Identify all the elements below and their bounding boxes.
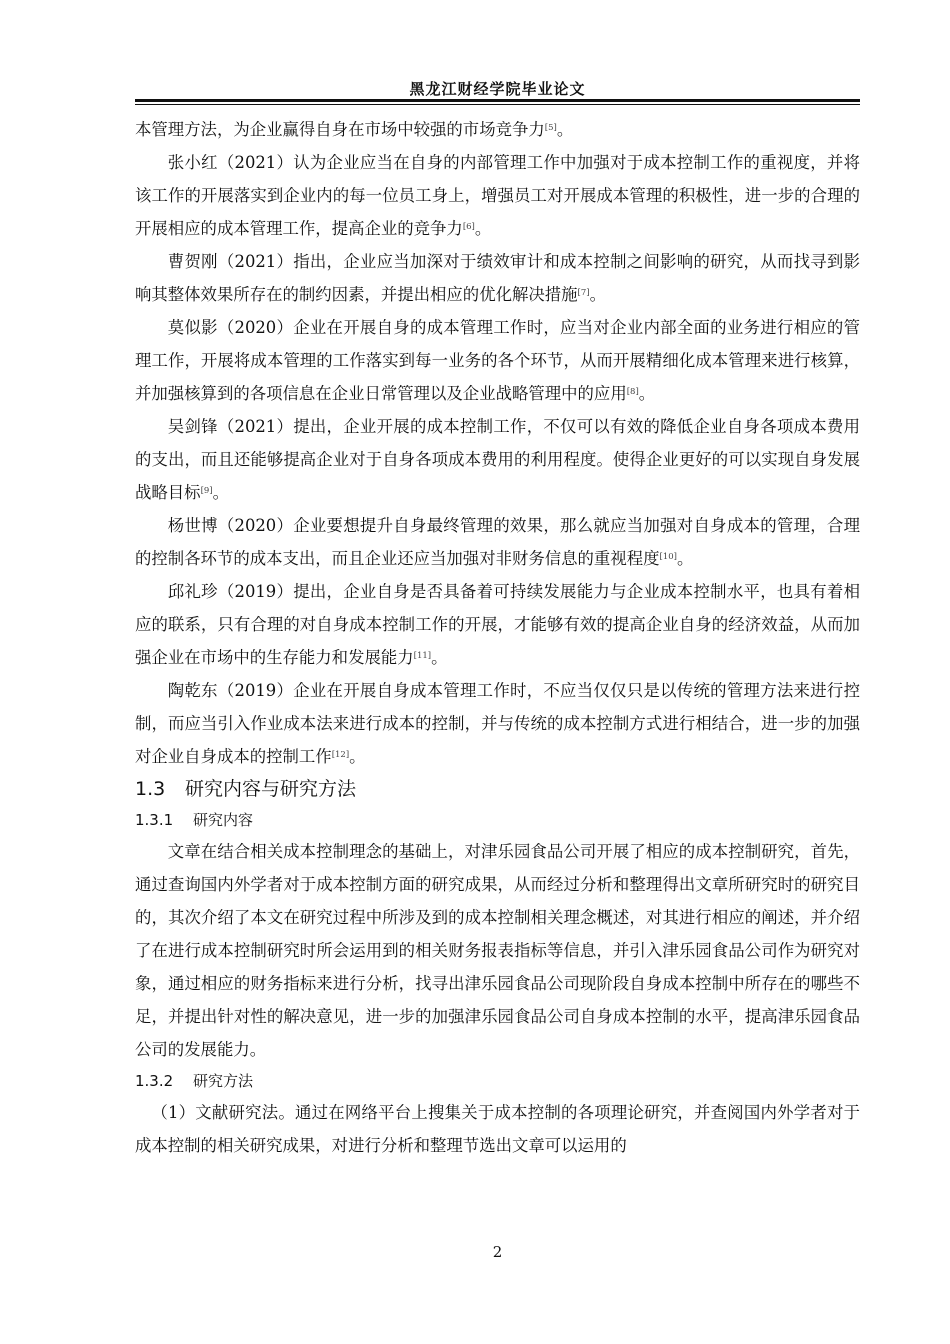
section-heading: [135, 773, 860, 805]
paragraph-research-method: （1）文献研究法。通过在网络平台上搜集关于成本控制的各项理论研究，并查阅国内外学者对于成本控制的相关研究成果，对进行分析和整理节选出文章可以运用的: [135, 1103, 860, 1155]
citation-ref: [11]: [413, 651, 432, 661]
paragraph-zhang: 张小红（2021）认为企业应当在自身的内部管理工作中加强对于成本控制工作的重视度，并将该工作的开展落实到企业内的每一位员工身上，增强员工对开展成本管理的积极性，进一步的合理的开展相应的成本管理工作，提高企业的竞争力[6]。: [135, 153, 860, 238]
header-rule-thick: [135, 99, 860, 102]
subsection-number: 1.3.2: [135, 1072, 174, 1090]
subsection-title: 研究方法: [193, 1072, 254, 1090]
citation-ref: [7]: [577, 288, 590, 298]
paragraph-mo: 莫似影（2020）企业在开展自身的成本管理工作时，应当对企业内部全面的业务进行相应的管理工作，开展将成本管理的工作落实到每一业务的各个环节，从而开展精细化成本管理来进行核算，并加强核算到的各项信息在企业日常管理以及企业战略管理中的应用[8]。: [135, 318, 860, 403]
paragraph-cao: 曹贺刚（2021）指出，企业应当加深对于绩效审计和成本控制之间影响的研究，从而找寻到影响其整体效果所存在的制约因素，并提出相应的优化解决措施[7]。: [135, 252, 860, 304]
subsection-title: 研究内容: [193, 811, 254, 829]
citation-ref: [10]: [659, 552, 677, 562]
subsection-heading-content: [135, 805, 860, 835]
running-header: 黑龙江财经学院毕业论文: [409, 80, 586, 98]
citation-ref: [8]: [626, 387, 639, 397]
citation-ref: [9]: [200, 486, 213, 496]
paragraph-wu: 吴剑锋（2021）提出，企业开展的成本控制工作，不仅可以有效的降低企业自身各项成本费用的支出，而且还能够提高企业对于自身各项成本费用的利用程度。使得企业更好的可以实现自身发展战略目标[9]。: [135, 417, 860, 502]
paragraph-continuation: 本管理方法，为企业赢得自身在市场中较强的市场竞争力[5]。: [135, 120, 574, 139]
paragraph-research-content: 文章在结合相关成本控制理念的基础上，对津乐园食品公司开展了相应的成本控制研究，首先，通过查询国内外学者对于成本控制方面的研究成果，从而经过分析和整理得出文章所研究时的研究目的，其次介绍了本文在研究过程中所涉及到的成本控制相关理念概述，对其进行相应的阐述，并介绍了在进行成本控制研究时所会运用到的相关财务报表指标等信息，并引入津乐园食品公司作为研究对象，通过相应的财务指标来进行分析，找寻出津乐园食品公司现阶段自身成本控制中所存在的哪些不足，并提出针对性的解决意见，进一步的加强津乐园食品公司自身成本控制的水平，提高津乐园食品公司的发展能力。: [135, 842, 860, 1059]
page-number: 2: [492, 1243, 503, 1261]
page-body: [135, 113, 860, 1162]
section-number: 1.3: [135, 778, 166, 800]
header-rule-thin: [135, 104, 860, 105]
paragraph-yang: 杨世博（2020）企业要想提升自身最终管理的效果，那么就应当加强对自身成本的管理，合理的控制各环节的成本支出，而且企业还应当加强对非财务信息的重视程度[10]。: [135, 516, 860, 568]
subsection-heading-method: [135, 1066, 860, 1096]
citation-ref: [5]: [544, 123, 557, 133]
citation-ref: [6]: [462, 222, 475, 232]
section-title: 研究内容与研究方法: [185, 778, 357, 800]
paragraph-tao: 陶乾东（2019）企业在开展自身成本管理工作时，不应当仅仅只是以传统的管理方法来进行控制，而应当引入作业成本法来进行成本的控制，并与传统的成本控制方式进行相结合，进一步的加强对企业自身成本的控制工作[12]。: [135, 681, 860, 766]
citation-ref: [12]: [331, 750, 350, 760]
subsection-number: 1.3.1: [135, 811, 174, 829]
paragraph-qiu: 邱礼珍（2019）提出，企业自身是否具备着可持续发展能力与企业成本控制水平，也具有着相应的联系，只有合理的对自身成本控制工作的开展，才能够有效的提高企业自身的经济效益，从而加强企业在市场中的生存能力和发展能力[11]。: [135, 582, 860, 667]
